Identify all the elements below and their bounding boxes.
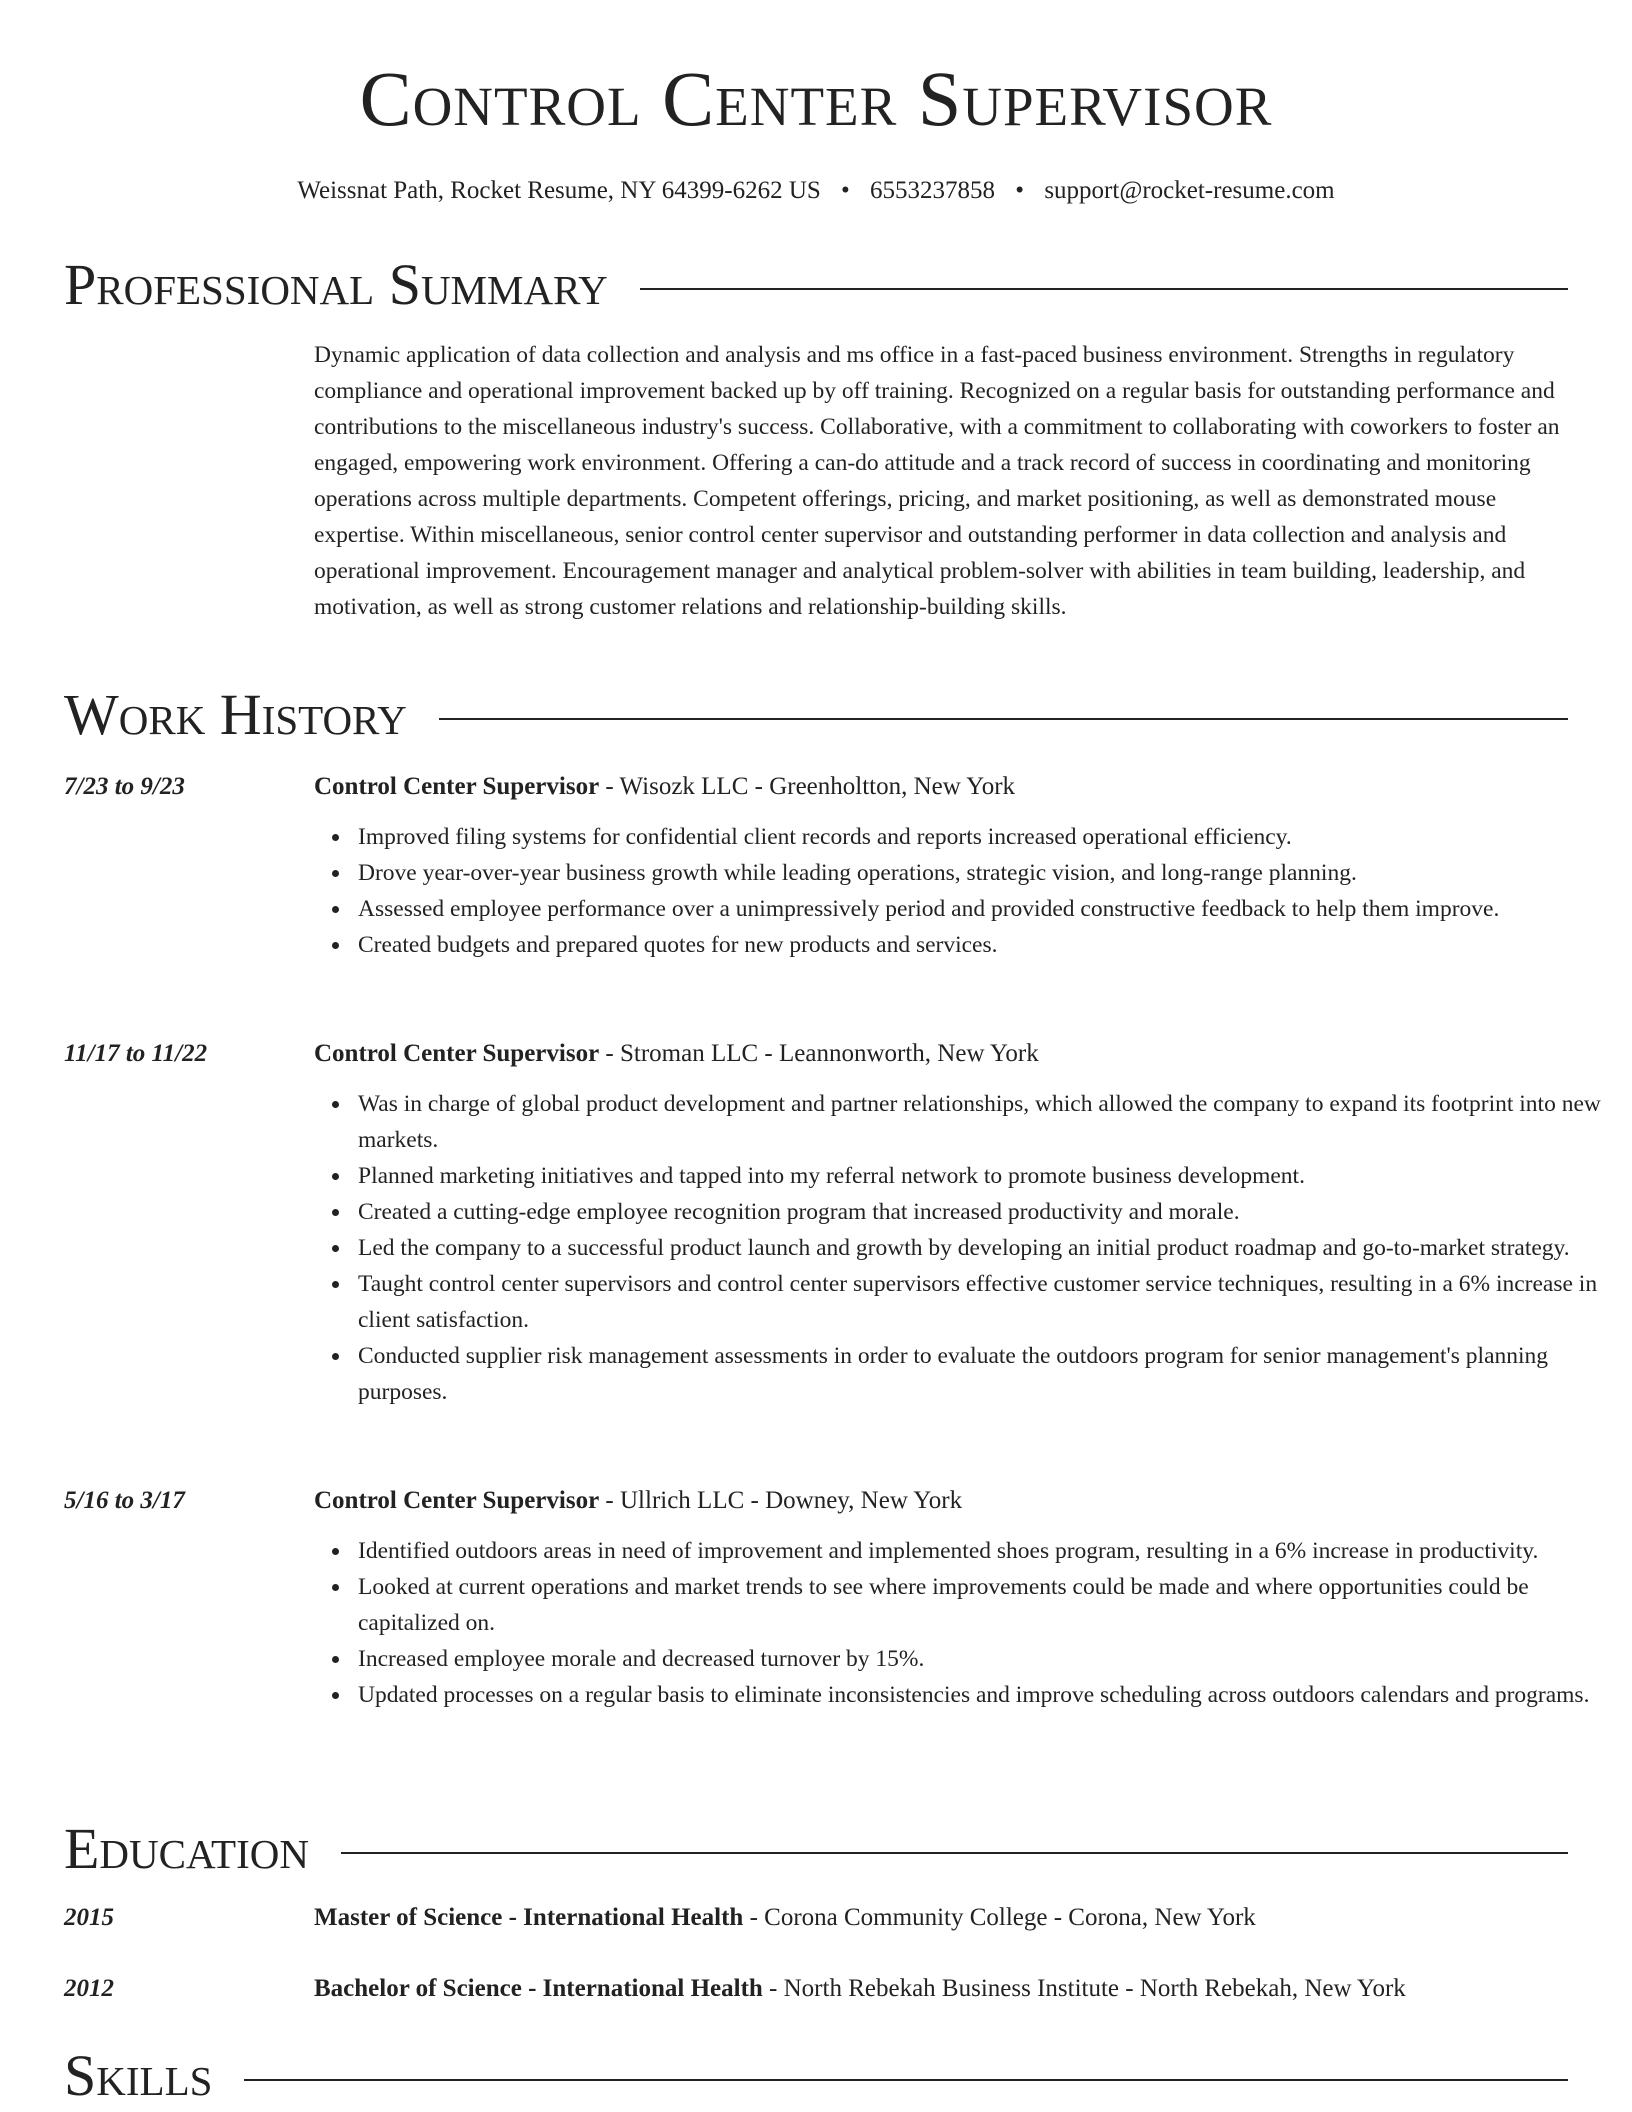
job-bullet: Assessed employee performance over a unimpressively period and provided constructive feedback to help them improve. — [358, 891, 1612, 927]
section-divider — [341, 1852, 1568, 1854]
job-bullet: Created budgets and prepared quotes for new products and services. — [358, 927, 1612, 963]
education-details: - Corona Community College - Corona, New York — [743, 1904, 1256, 1931]
job-title-line — [314, 1483, 1568, 1519]
job-bullet: Updated processes on a regular basis to eliminate inconsistencies and improve scheduling across outdoors calendars and programs. — [358, 1677, 1612, 1713]
job-title: Control Center Supervisor — [314, 1040, 600, 1067]
education-line — [314, 1900, 1568, 1936]
education-year: 2012 — [64, 1975, 114, 2002]
job-bullets — [314, 1086, 1612, 1410]
education-degree: Master of Science - International Health — [314, 1904, 744, 1931]
job-bullet: Identified outdoors areas in need of improvement and implemented shoes program, resulting in a 6% increase in productivity. — [358, 1533, 1612, 1569]
job-bullet: Planned marketing initiatives and tapped into my referral network to promote business development. — [358, 1158, 1612, 1194]
education-year: 2015 — [64, 1904, 114, 1931]
contact-address: Weissnat Path, Rocket Resume, NY 64399-6262 US — [297, 177, 821, 204]
job-title: Control Center Supervisor — [314, 1487, 600, 1514]
job-date: 11/17 to 11/22 — [64, 1040, 208, 1067]
job-bullet: Led the company to a successful product launch and growth by developing an initial product roadmap and go-to-market strategy. — [358, 1230, 1612, 1266]
job-details: - Ullrich LLC - Downey, New York — [599, 1487, 963, 1514]
job-bullet: Looked at current operations and market trends to see where improvements could be made and where opportunities could be capitalized on. — [358, 1569, 1612, 1641]
job-bullet: Conducted supplier risk management assessments in order to evaluate the outdoors program for senior management's planning purposes. — [358, 1338, 1612, 1410]
job-bullet: Increased employee morale and decreased turnover by 15%. — [358, 1641, 1612, 1677]
summary-text: Dynamic application of data collection and analysis and ms office in a fast-paced business environment. Strengths in regulatory compliance and operational improvement backed up by off training. Recognized on a regular basis for outstanding performance and contributions to the miscellaneous industry's success. Collaborative, with a commitment to collaborating with coworkers to foster an engaged, empowering work environment. Offering a can-do attitude and a track record of success in coordinating and monitoring operations across multiple departments. Competent offerings, pricing, and market positioning, as well as demonstrated mouse expertise. Within miscellaneous, senior control center supervisor and outstanding performer in data collection and analysis and operational improvement. Encouragement manager and analytical problem-solver with abilities in team building, leadership, and motivation, as well as strong customer relations and relationship-building skills. — [314, 342, 1560, 620]
contact-phone: 6553237858 — [870, 177, 996, 204]
education-degree: Bachelor of Science - International Health — [314, 1975, 763, 2002]
section-header-summary — [64, 252, 1568, 317]
job-bullet: Taught control center supervisors and control center supervisors effective customer service techniques, resulting in a 6% increase in client satisfaction. — [358, 1266, 1612, 1338]
resume-name: Control Center Supervisor — [359, 55, 1273, 142]
section-title-education: Education — [64, 1816, 309, 1881]
job-bullet: Drove year-over-year business growth while leading operations, strategic vision, and long-range planning. — [358, 855, 1612, 891]
section-title-skills: Skills — [64, 2043, 213, 2108]
job-bullet: Was in charge of global product development and partner relationships, which allowed the company to expand its footprint into new markets. — [358, 1086, 1612, 1158]
section-divider — [439, 718, 1568, 720]
job-bullets — [314, 819, 1612, 963]
section-title-work: Work History — [64, 682, 407, 747]
job-bullet: Improved filing systems for confidential client records and reports increased operational efficiency. — [358, 819, 1612, 855]
section-header-work — [64, 682, 1568, 747]
job-bullet: Created a cutting-edge employee recognition program that increased productivity and morale. — [358, 1194, 1612, 1230]
section-header-education — [64, 1816, 1568, 1881]
job-title-line — [314, 1036, 1568, 1072]
education-details: - North Rebekah Business Institute - North Rebekah, New York — [762, 1975, 1406, 2002]
education-entry — [64, 1900, 1568, 1936]
contact-separator: • — [841, 177, 850, 204]
job-details: - Stroman LLC - Leannonworth, New York — [599, 1040, 1039, 1067]
contact-line — [0, 174, 1632, 208]
contact-email: support@rocket-resume.com — [1044, 177, 1335, 204]
section-header-skills — [64, 2043, 1568, 2108]
education-entry — [64, 1971, 1568, 2007]
job-details: - Wisozk LLC - Greenholtton, New York — [599, 773, 1016, 800]
job-date: 7/23 to 9/23 — [64, 773, 185, 800]
contact-separator: • — [1015, 177, 1025, 204]
job-title: Control Center Supervisor — [314, 773, 600, 800]
job-bullets — [314, 1533, 1612, 1713]
job-date: 5/16 to 3/17 — [64, 1487, 185, 1514]
job-title-line — [314, 769, 1568, 805]
section-divider — [244, 2079, 1568, 2081]
section-title-summary: Professional Summary — [64, 252, 608, 317]
education-line — [314, 1971, 1568, 2007]
section-divider — [640, 288, 1568, 290]
